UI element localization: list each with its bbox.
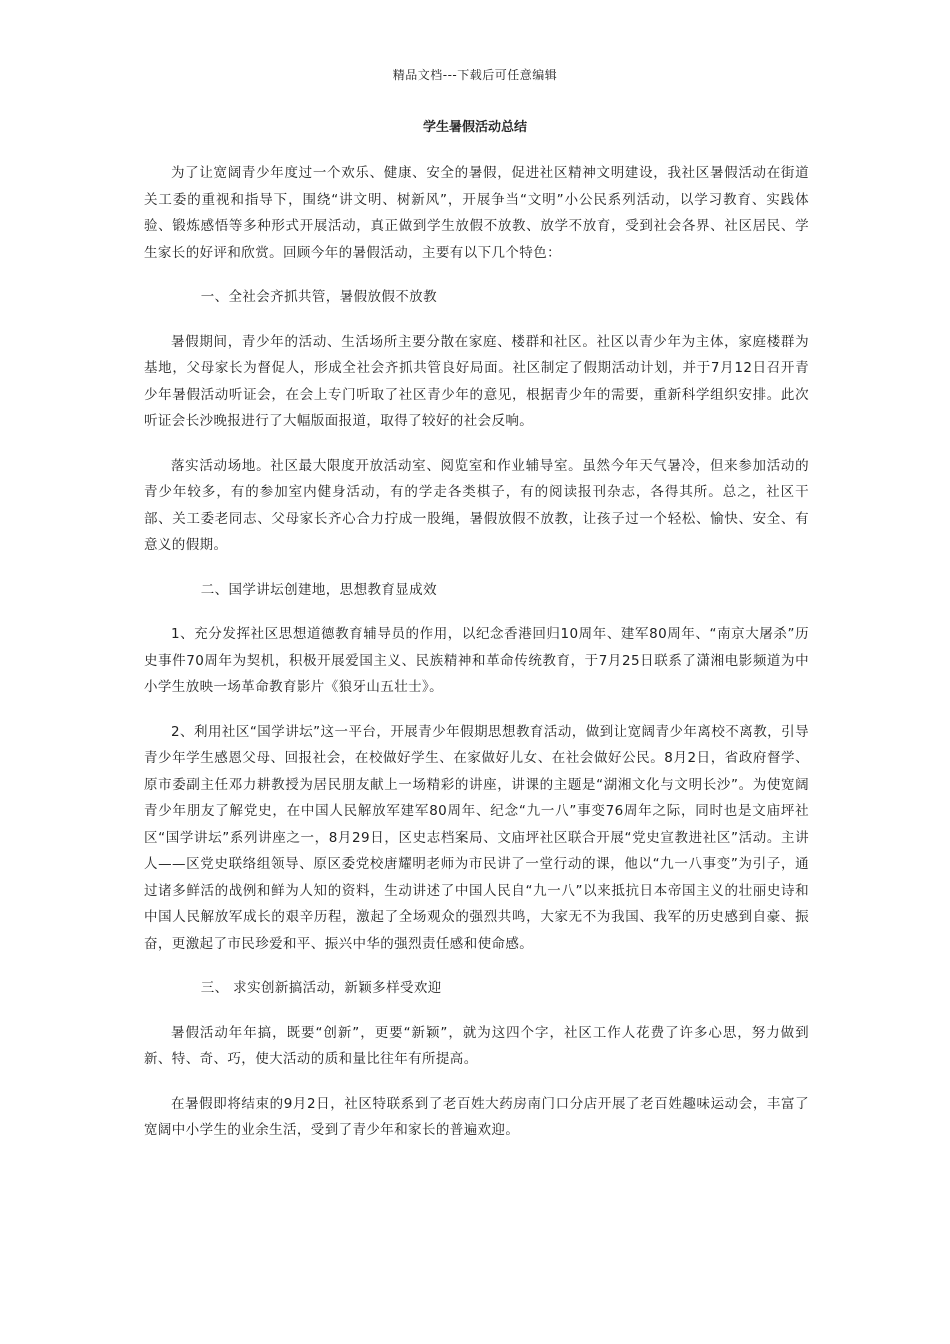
section-2-heading: 二、国学讲坛创建地，思想教育显成效 [200, 581, 437, 598]
section-2-paragraph-1: 1、充分发挥社区思想道德教育辅导员的作用，以纪念香港回归10周年、建军80周年、“南京大屠杀”历史事件70周年为契机，积极开展爱国主义、民族精神和革命传统教育，于7月25日联系了潇湘电影频道为中小学生放映一场革命教育影片《狼牙山五壮士》。 [144, 626, 809, 695]
section-2-paragraph-2: 2、利用社区“国学讲坛”这一平台，开展青少年假期思想教育活动，做到让宽阔青少年离校不离教，引导青少年学生感恩父母、回报社会，在校做好学生、在家做好儿女、在社会做好公民。8月2日，省政府督学、原市委副主任邓力耕教授为居民朋友献上一场精彩的讲座，讲课的主题是“湖湘文化与文明长沙”。为使宽阔青少年朋友了解党史，在中国人民解放军建军80周年、纪念“九一八”事变76周年之际，同时也是文庙坪社区“国学讲坛”系列讲座之一，8月29日，区史志档案局、文庙坪社区联合开展“党史宣教进社区”活动。主讲人——区党史联络组领导、原区委党校唐耀明老师为市民讲了一堂行动的课，他以“九一八事变”为引子，通过诸多鲜活的战例和鲜为人知的资料，生动讲述了中国人民自“九一八”以来抵抗日本帝国主义的壮丽史诗和中国人民解放军成长的艰辛历程，激起了全场观众的强烈共鸣，大家无不为我国、我军的历史感到自豪、振奋，更激起了市民珍爱和平、振兴中华的强烈责任感和使命感。 [144, 723, 809, 952]
intro-paragraph: 为了让宽阔青少年度过一个欢乐、健康、安全的暑假，促进社区精神文明建设，我社区暑假活动在街道关工委的重视和指导下，围绕“讲文明、树新风”，开展争当“文明”小公民系列活动，以学习教育、实践体验、锻炼感悟等多种形式开展活动，真正做到学生放假不放教、放学不放育，受到社会各界、社区居民、学生家长的好评和欣赏。回顾今年的暑假活动，主要有以下几个特色： [144, 165, 809, 261]
section-3-paragraph-2: 在暑假即将结束的9月2日，社区特联系到了老百姓大药房南门口分店开展了老百姓趣味运动会，丰富了宽阔中小学生的业余生活，受到了青少年和家长的普遍欢迎。 [144, 1095, 809, 1138]
section-3-paragraph-1: 暑假活动年年搞，既要“创新”，更要“新颖”，就为这四个字，社区工作人花费了许多心思，努力做到新、特、奇、巧，使大活动的质和量比往年有所提高。 [144, 1024, 809, 1067]
document-body [144, 160, 809, 1144]
header-note: 精品文档---下载后可任意编辑 [392, 68, 558, 82]
section-1-heading: 一、全社会齐抓共管，暑假放假不放教 [200, 289, 437, 305]
document-title: 学生暑假活动总结 [422, 120, 527, 135]
section-1-paragraph-2: 落实活动场地。社区最大限度开放活动室、阅览室和作业辅导室。虽然今年天气暑冷，但来参加活动的青少年较多，有的参加室内健身活动，有的学走各类棋子，有的阅读报刊杂志，各得其所。总之，社区干部、关工委老同志、父母家长齐心合力拧成一股绳，暑假放假不放教，让孩子过一个轻松、愉快、安全、有意义的假期。 [144, 457, 809, 553]
section-3-heading: 三、 求实创新搞活动，新颖多样受欢迎 [200, 980, 442, 996]
section-1-paragraph-1: 暑假期间，青少年的活动、生活场所主要分散在家庭、楼群和社区。社区以青少年为主体，家庭楼群为基地，父母家长为督促人，形成全社会齐抓共管良好局面。社区制定了假期活动计划，并于7月12日召开青少年暑假活动听证会，在会上专门听取了社区青少年的意见，根据青少年的需要，重新科学组织安排。此次听证会长沙晚报进行了大幅版面报道，取得了较好的社会反响。 [144, 333, 809, 429]
